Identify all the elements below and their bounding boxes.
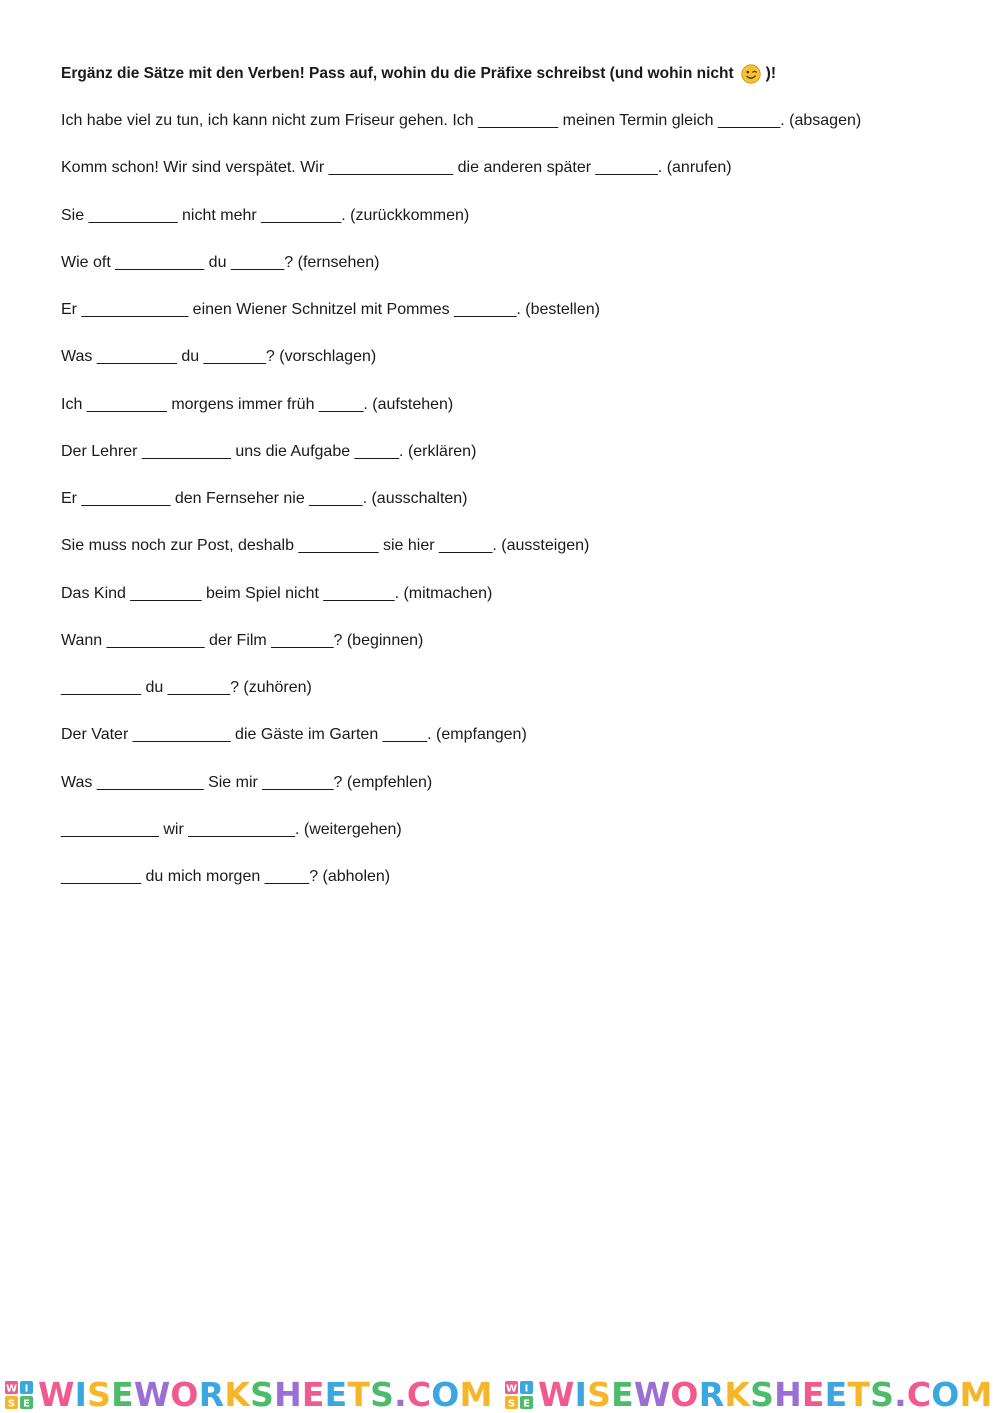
- logo-icon: [504, 1380, 534, 1410]
- brand-wordmark: WISEWORKSHEETS.COM: [38, 1376, 493, 1413]
- logo-letter: W: [505, 1383, 518, 1394]
- exercise-sentence: _________ du _______? (zuhören): [61, 679, 312, 696]
- logo-letter: I: [524, 1383, 529, 1394]
- exercise-sentence: Ich _________ morgens immer früh _____. (aufstehen): [61, 395, 454, 413]
- exercise-list: [61, 109, 961, 889]
- exercise-sentence: Was _________ du _______? (vorschlagen): [61, 348, 377, 366]
- logo-letter: E: [23, 1398, 30, 1409]
- exercise-sentence: Ich habe viel zu tun, ich kann nicht zum Friseur gehen. Ich _________ meinen Termin gleich _______. (absagen): [61, 112, 862, 129]
- exercise-sentence: Sie muss noch zur Post, deshalb _________ sie hier ______. (aussteigen): [61, 537, 590, 555]
- instructions-heading: [61, 62, 961, 86]
- exercise-sentence: Wann ___________ der Film _______? (beginnen): [61, 631, 424, 649]
- footer-brand-bar: [0, 1376, 1000, 1413]
- exercise-sentence: _________ du mich morgen _____? (abholen): [61, 868, 391, 885]
- brand-logo-left: [4, 1376, 500, 1413]
- exercise-sentence: ___________ wir ____________. (weitergehen): [61, 820, 402, 838]
- logo-letter: S: [7, 1398, 16, 1409]
- logo-letter: W: [5, 1383, 18, 1394]
- logo-letter: S: [507, 1398, 516, 1409]
- heading-suffix: )!: [765, 65, 776, 82]
- exercise-sentence: Der Vater ___________ die Gäste im Garten _____. (empfangen): [61, 726, 527, 744]
- brand-wordmark: WISEWORKSHEETS.COM: [538, 1376, 993, 1413]
- exercise-sentence: Das Kind ________ beim Spiel nicht ________. (mitmachen): [61, 584, 493, 602]
- exercise-sentence: Komm schon! Wir sind verspätet. Wir ______________ die anderen später _______. (anrufen): [61, 159, 732, 177]
- exercise-sentence: Wie oft __________ du ______? (fernsehen): [61, 253, 380, 271]
- brand-logo-right: [504, 1376, 1000, 1413]
- exercise-sentence: Er __________ den Fernseher nie ______. (ausschalten): [61, 490, 468, 507]
- logo-icon: [4, 1380, 34, 1410]
- heading-text: Ergänz die Sätze mit den Verben! Pass auf, wohin du die Präfixe schreibst (und wohin nicht: [61, 65, 734, 82]
- exercise-sentence: Der Lehrer __________ uns die Aufgabe _____. (erklären): [61, 442, 477, 460]
- worksheet: [61, 62, 961, 912]
- exercise-sentence: Sie __________ nicht mehr _________. (zurückkommen): [61, 206, 470, 224]
- exercise-sentence: Was ____________ Sie mir ________? (empfehlen): [61, 773, 433, 791]
- winking-face-icon: [741, 64, 761, 84]
- logo-letter: I: [24, 1383, 29, 1394]
- exercise-sentence: Er ____________ einen Wiener Schnitzel mit Pommes _______. (bestellen): [61, 301, 600, 318]
- logo-letter: E: [523, 1398, 530, 1409]
